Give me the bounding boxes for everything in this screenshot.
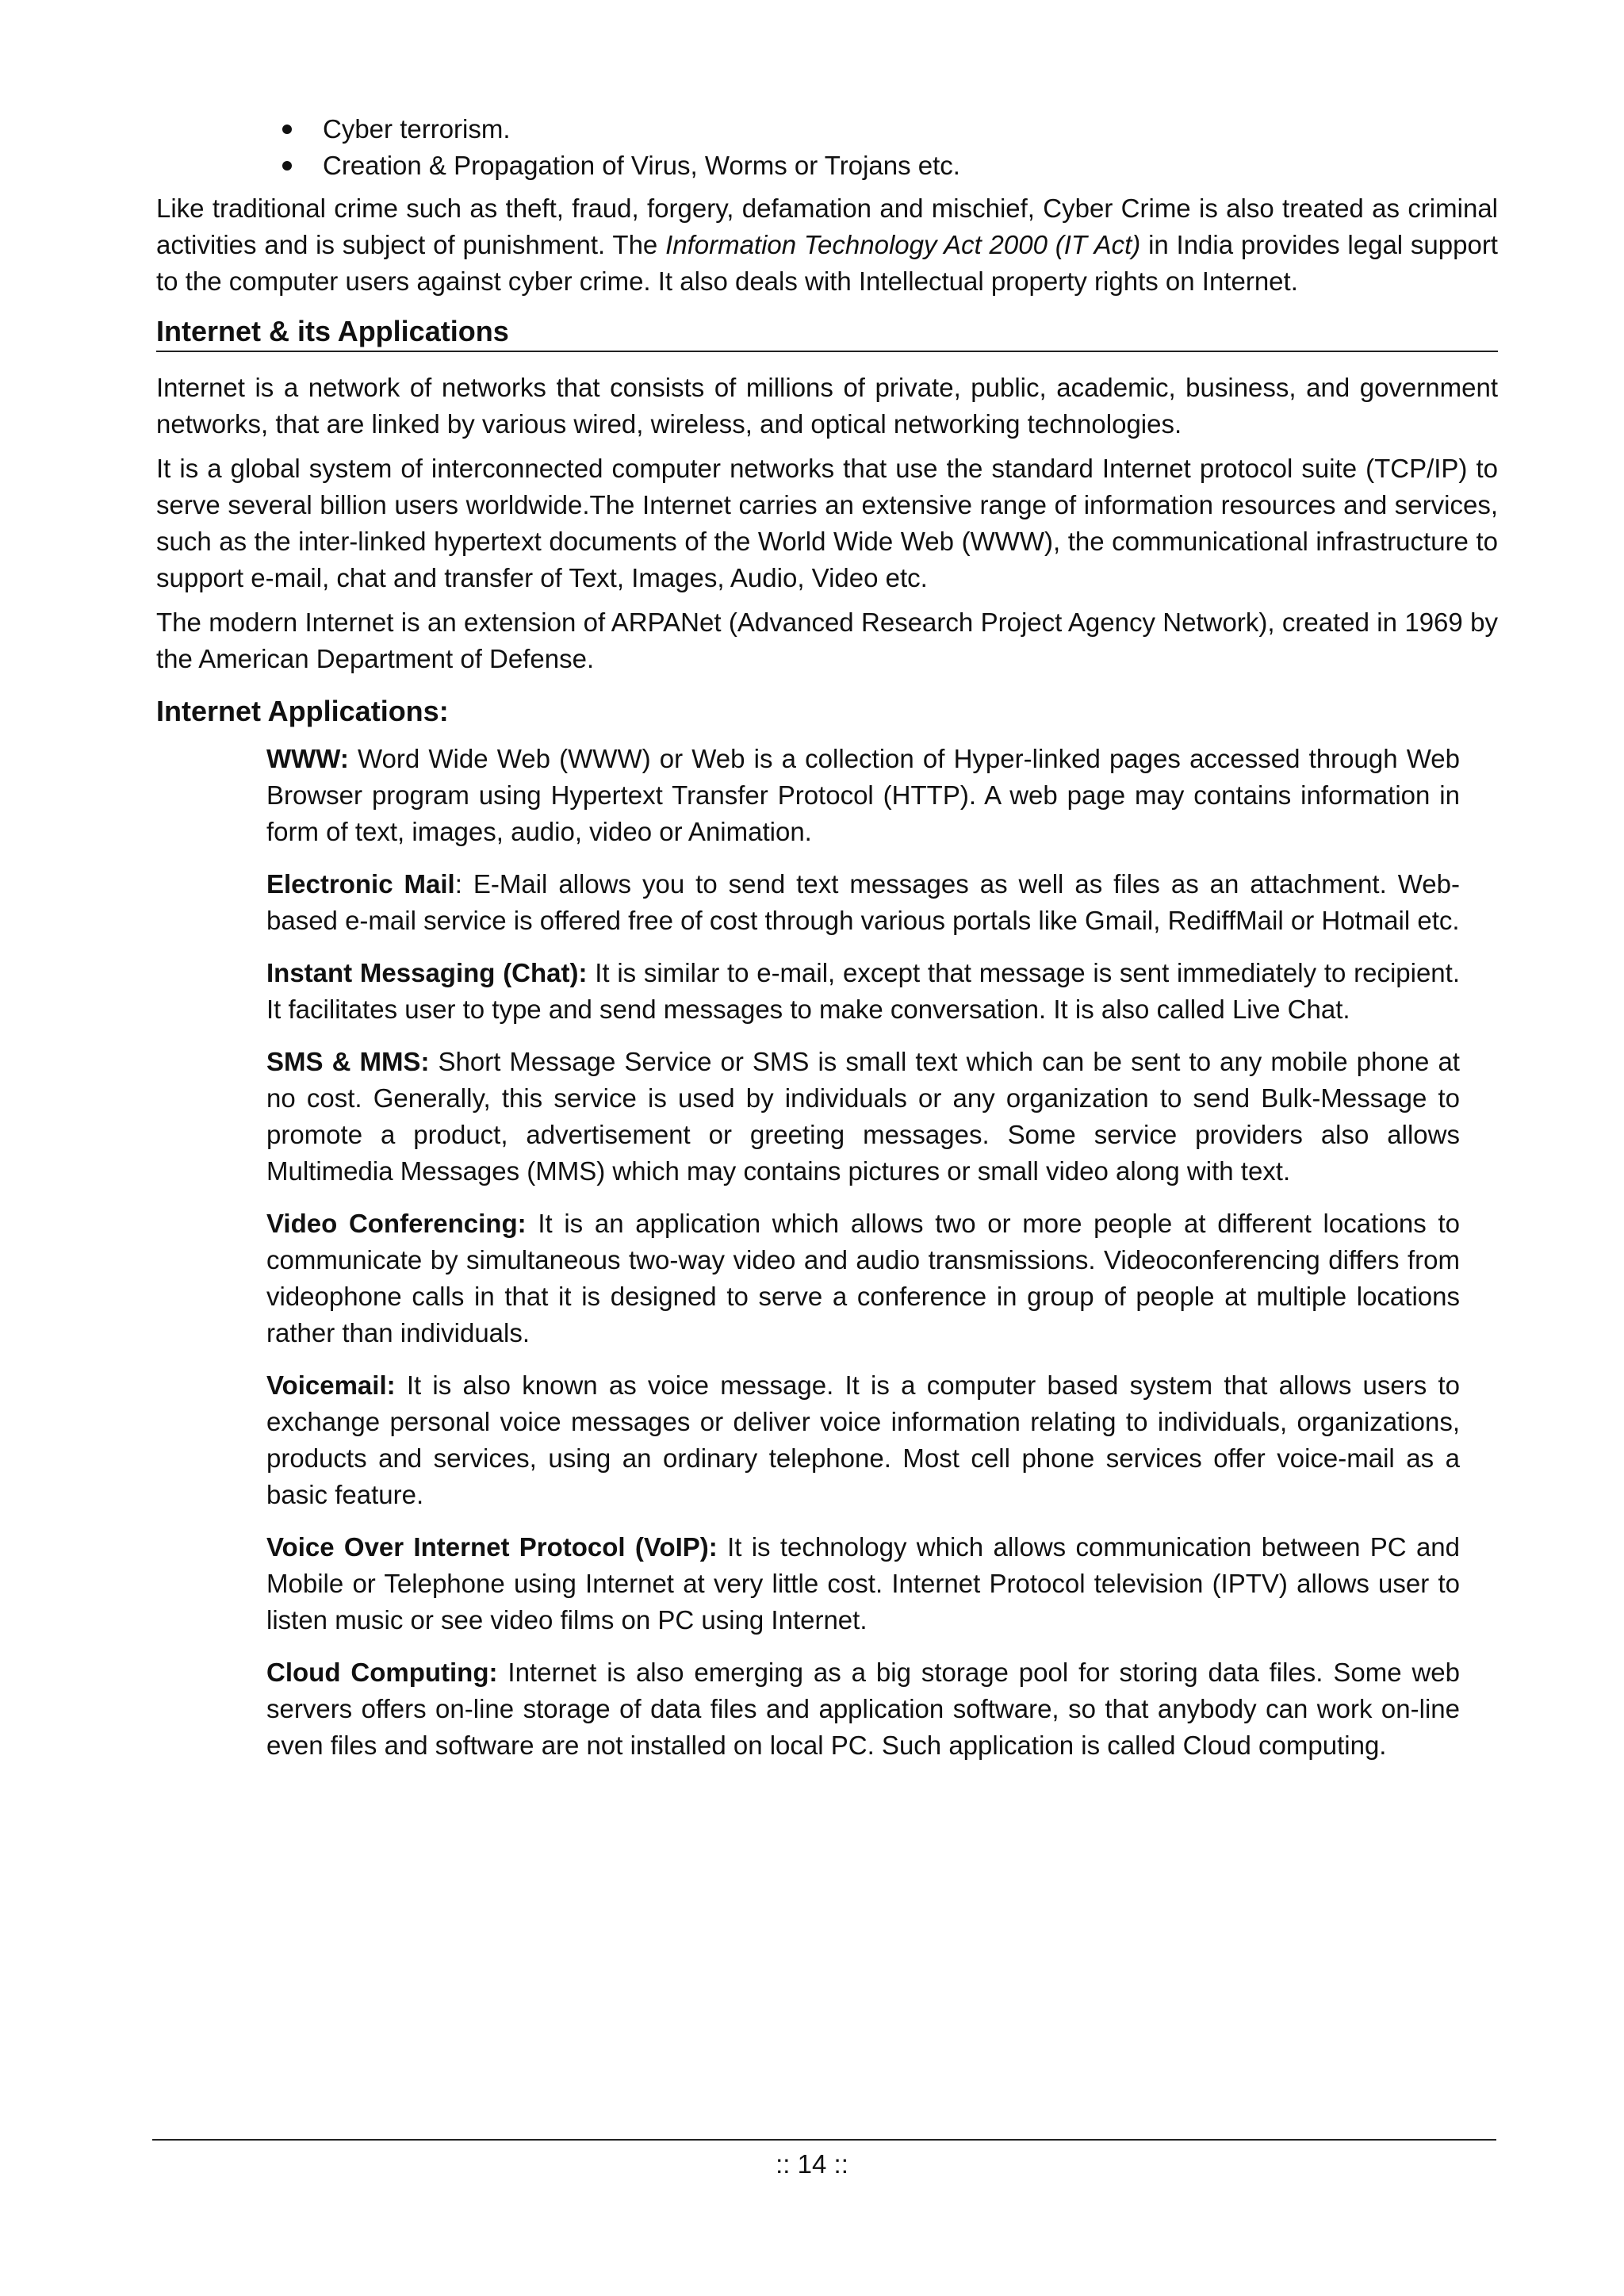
application-term: WWW:: [266, 744, 349, 773]
application-item: [266, 1529, 1460, 1639]
section-heading: Internet & its Applications: [156, 314, 1498, 352]
application-item: [266, 741, 1460, 850]
application-item: [266, 1654, 1460, 1764]
application-description: It is similar to e-mail, except that message is sent immediately to recipient. It facilitates user to type and send messages to make conversation. It is also called Live Chat.: [266, 958, 1460, 1024]
document-page: [156, 111, 1498, 1780]
application-description: It is technology which allows communication between PC and Mobile or Telephone using Internet at very little cost. Internet Protocol television (IPTV) allows user to listen music or see video films on PC using Internet.: [266, 1532, 1460, 1635]
act-name: Information Technology Act 2000 (IT Act): [665, 230, 1141, 259]
application-description: Short Message Service or SMS is small text which can be sent to any mobile phone at no cost. Generally, this service is used by individuals or any organization to send Bulk-Message to promote a product, advertisement or greeting messages. Some service providers also allows Multimedia Messages (MMS) which may contains pictures or small video along with text.: [266, 1047, 1460, 1186]
internet-paragraph: Internet is a network of networks that consists of millions of private, public, academic, business, and government networks, that are linked by various wired, wireless, and optical networking technologies.: [156, 373, 1498, 439]
applications-heading: Internet Applications:: [156, 695, 449, 727]
application-description: : E-Mail allows you to send text messages as well as files as an attachment. Web-based e-mail service is offered free of cost through various portals like Gmail, RediffMail or Hotmail etc.: [266, 869, 1460, 935]
application-item: [266, 866, 1460, 939]
bullet-item: Creation & Propagation of Virus, Worms or Trojans etc.: [323, 148, 1498, 184]
application-term: Voicemail:: [266, 1370, 396, 1400]
application-description: It is an application which allows two or more people at different locations to communicate by simultaneous two-way video and audio transmissions. Videoconferencing differs from videophone calls in that it is designed to serve a conference in group of people at multiple locations rather than individuals.: [266, 1209, 1460, 1347]
paragraph-text: in India provides legal support to the computer users against cyber crime. It also deals with Intellectual property rights on Internet.: [156, 230, 1498, 296]
paragraph-text: Like traditional crime such as theft, fraud, forgery, defamation and mischief, Cyber Crime is also treated as criminal activities and is subject of punishment. The: [156, 194, 1498, 259]
application-term: Video Conferencing:: [266, 1209, 527, 1238]
application-description: Internet is also emerging as a big storage pool for storing data files. Some web servers offers on-line storage of data files and application software, so that anybody can work on-line even files and software are not installed on local PC. Such application is called Cloud computing.: [266, 1658, 1460, 1760]
application-term: Instant Messaging (Chat):: [266, 958, 588, 987]
application-description: It is also known as voice message. It is a computer based system that allows users to exchange personal voice messages or deliver voice information relating to individuals, organizations, products and services, using an ordinary telephone. Most cell phone services offer voice-mail as a basic feature.: [266, 1370, 1460, 1509]
application-term: Voice Over Internet Protocol (VoIP):: [266, 1532, 718, 1562]
cyber-crime-bullet-list: [156, 111, 1498, 184]
internet-paragraph: It is a global system of interconnected computer networks that use the standard Internet protocol suite (TCP/IP) to serve several billion users worldwide.The Internet carries an extensive range of information resources and services, such as the inter-linked hypertext documents of the World Wide Web (WWW), the communicational infrastructure to support e-mail, chat and transfer of Text, Images, Audio, Video etc.: [156, 454, 1498, 592]
application-term: Electronic Mail: [266, 869, 455, 899]
internet-paragraph: The modern Internet is an extension of ARPANet (Advanced Research Project Agency Network), created in 1969 by the American Department of Defense.: [156, 608, 1498, 673]
applications-list: [156, 741, 1460, 1764]
application-description: Word Wide Web (WWW) or Web is a collection of Hyper-linked pages accessed through Web Browser program using Hypertext Transfer Protocol (HTTP). A web page may contains information in form of text, images, audio, video or Animation.: [266, 744, 1460, 846]
application-item: [266, 1044, 1460, 1190]
application-term: Cloud Computing:: [266, 1658, 498, 1687]
application-item: [266, 1367, 1460, 1513]
cyber-crime-paragraph: [156, 190, 1498, 300]
application-term: SMS & MMS:: [266, 1047, 430, 1076]
application-item: [266, 1205, 1460, 1351]
footer-divider: [152, 2139, 1496, 2141]
page-number: :: 14 ::: [776, 2149, 848, 2179]
application-item: [266, 955, 1460, 1028]
bullet-item: Cyber terrorism.: [323, 111, 1498, 148]
